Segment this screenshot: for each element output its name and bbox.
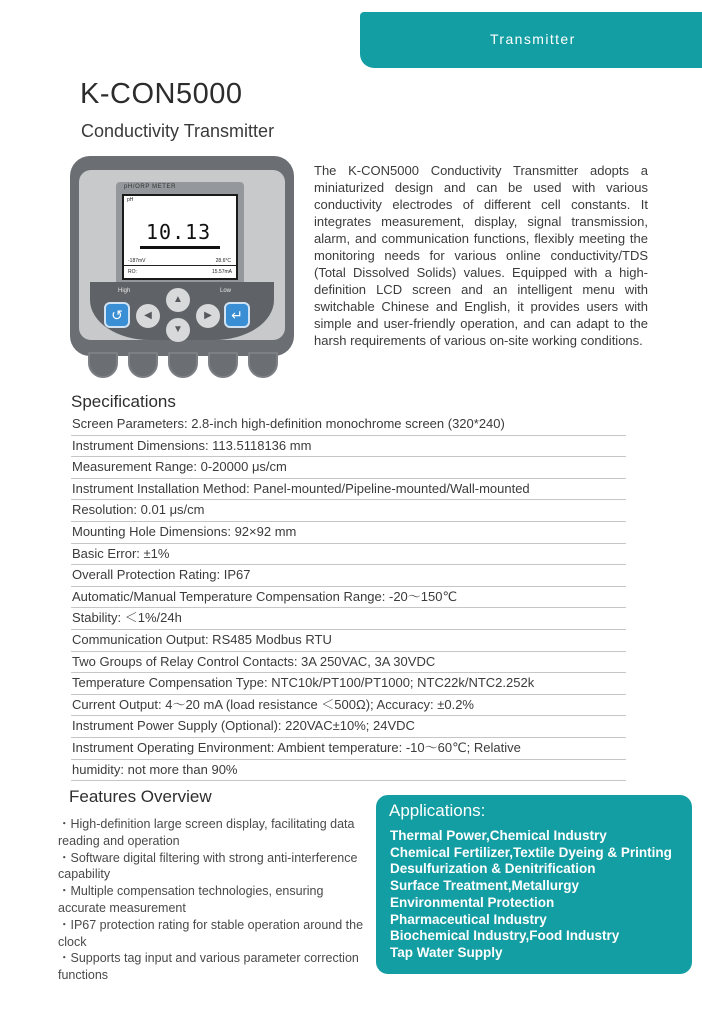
lcd-screen <box>122 194 238 280</box>
screen-temperature: 28.6°C <box>215 258 231 264</box>
spec-row: Instrument Installation Method: Panel-mounted/Pipeline-mounted/Wall-mounted <box>71 479 626 501</box>
screen-relay: RO: <box>128 269 137 275</box>
spec-row: Communication Output: RS485 Modbus RTU <box>71 630 626 652</box>
product-model: K-CON5000 <box>80 78 243 110</box>
application-item: Desulfurization & Denitrification <box>390 861 596 877</box>
device-photo <box>70 156 294 382</box>
spec-row: Screen Parameters: 2.8-inch high-definition monochrome screen (320*240) <box>71 414 626 436</box>
screen-mode: pH <box>127 197 134 203</box>
meter-label: pH/ORP METER <box>124 184 177 190</box>
category-tab-label: Transmitter <box>490 31 576 47</box>
features-list <box>58 816 368 984</box>
feature-item: ・High-definition large screen display, facilitating data reading and operation <box>58 817 355 848</box>
left-key-icon: ◀ <box>136 304 160 328</box>
screen-mv: -187mV <box>128 258 146 264</box>
application-item: Chemical Fertilizer,Textile Dyeing & Printing <box>390 844 672 860</box>
screen-bar <box>140 246 220 249</box>
gland <box>128 352 158 378</box>
spec-row: Stability: ＜1%/24h <box>71 608 626 630</box>
spec-row: Overall Protection Rating: IP67 <box>71 565 626 587</box>
spec-row: Instrument Dimensions: 113.5118136 mm <box>71 436 626 458</box>
screen-current: 15.57mA <box>211 269 232 275</box>
applications-list <box>390 828 672 962</box>
spec-row: Two Groups of Relay Control Contacts: 3A 250VAC, 3A 30VDC <box>71 652 626 674</box>
product-subtitle: Conductivity Transmitter <box>81 121 275 141</box>
spec-row: Current Output: 4～20 mA (load resistance ＜500Ω); Accuracy: ±0.2% <box>71 695 626 717</box>
spec-row: Temperature Compensation Type: NTC10k/PT100/PT1000; NTC22k/NTC2.252k <box>71 673 626 695</box>
application-item: Pharmaceutical Industry <box>390 911 547 927</box>
spec-row: Automatic/Manual Temperature Compensation Range: -20～150℃ <box>71 587 626 609</box>
spec-row: humidity: not more than 90% <box>71 760 626 782</box>
intro-paragraph: The K-CON5000 Conductivity Transmitter adopts a miniaturized design and can be used with various conductivity electrodes of different cell constants. It integrates measurement, display, signal transmission, alarm, and communication functions, flexibly meeting the monitoring needs for various online conductivity/TDS (Total Dissolved Solids) values. Equipped with a high-definition LCD screen and an intelligent menu with switchable Chinese and English, it provides users with simple and user-friendly operation, and can adapt to the harsh requirements of various on-site working conditions. <box>314 163 648 348</box>
application-item: Environmental Protection <box>390 894 555 910</box>
applications-title: Applications: <box>389 801 486 820</box>
gland <box>208 352 238 378</box>
feature-item: ・Software digital filtering with strong anti-interference capability <box>58 850 358 882</box>
gland <box>168 352 198 378</box>
application-item: Thermal Power,Chemical Industry <box>390 828 607 843</box>
screen-footer <box>124 265 236 278</box>
right-key-icon: ▶ <box>196 304 220 328</box>
cable-glands <box>88 352 278 380</box>
gland <box>88 352 118 378</box>
feature-item: ・Multiple compensation technologies, ensuring accurate measurement <box>58 884 324 915</box>
feature-item: ・IP67 protection rating for stable operation around the clock <box>58 917 364 949</box>
key-low-label: Low <box>220 288 232 294</box>
spec-row: Basic Error: ±1% <box>71 544 626 566</box>
enter-key-icon: ↵ <box>224 302 250 328</box>
gland <box>248 352 278 378</box>
applications-panel <box>376 795 692 974</box>
down-key-icon: ▼ <box>166 318 190 342</box>
feature-item: ・Supports tag input and various parameter correction functions <box>58 951 359 983</box>
spec-row: Mounting Hole Dimensions: 92×92 mm <box>71 522 626 544</box>
spec-row: Instrument Power Supply (Optional): 220VAC±10%; 24VDC <box>71 716 626 738</box>
up-key-icon: ▲ <box>166 288 190 312</box>
application-item: Surface Treatment,Metallurgy <box>390 878 580 894</box>
screen-reading: 10.13 <box>146 220 212 244</box>
category-tab <box>360 12 702 68</box>
key-high-label: High <box>118 288 131 294</box>
spec-row: Instrument Operating Environment: Ambient temperature: -10～60℃; Relative <box>71 738 626 760</box>
application-item: Tap Water Supply <box>390 944 503 960</box>
application-item: Biochemical Industry,Food Industry <box>390 928 620 944</box>
specifications-title: Specifications <box>71 392 176 411</box>
spec-row: Measurement Range: 0-20000 μs/cm <box>71 457 626 479</box>
spec-row: Resolution: 0.01 μs/cm <box>71 500 626 522</box>
back-key-icon: ↺ <box>104 302 130 328</box>
features-title: Features Overview <box>69 787 212 806</box>
specifications-list <box>71 414 626 781</box>
